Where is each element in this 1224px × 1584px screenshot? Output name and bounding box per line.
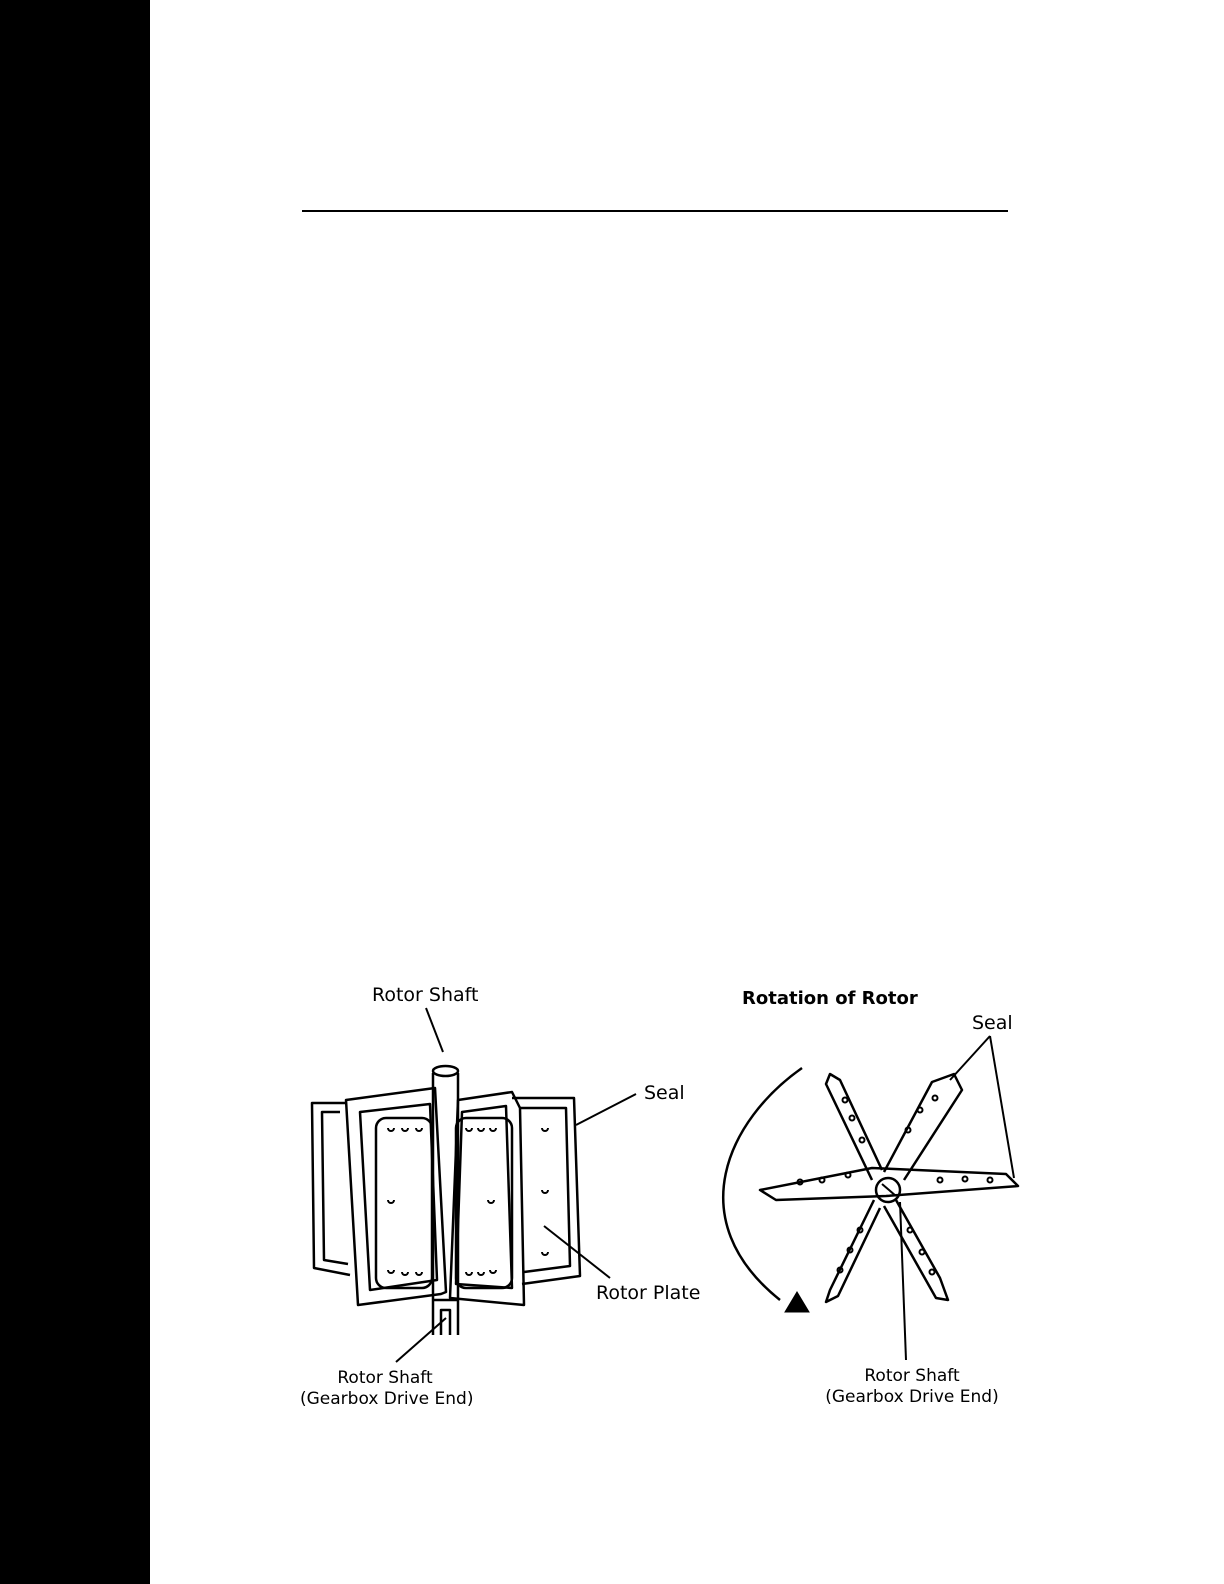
- left-rotor-illustration: [312, 1008, 636, 1362]
- left-top-shaft-label: Rotor Shaft: [372, 984, 479, 1006]
- rotation-arrowhead: [785, 1292, 809, 1312]
- left-bottom-shaft-label: [300, 1368, 474, 1410]
- right-bottom-label-line1: Rotor Shaft: [864, 1366, 960, 1386]
- right-seal-label: Seal: [972, 1012, 1013, 1034]
- right-figure-title: Rotation of Rotor: [742, 988, 918, 1009]
- left-bottom-label-line2: (Gearbox Drive End): [300, 1389, 474, 1409]
- right-bottom-shaft-label: [822, 1366, 1002, 1408]
- right-rotor-illustration: [723, 1036, 1018, 1360]
- right-bottom-label-line2: (Gearbox Drive End): [825, 1387, 999, 1407]
- left-plate-label: Rotor Plate: [596, 1282, 701, 1304]
- left-seal-label: Seal: [644, 1082, 685, 1104]
- left-bottom-label-line1: Rotor Shaft: [337, 1368, 433, 1388]
